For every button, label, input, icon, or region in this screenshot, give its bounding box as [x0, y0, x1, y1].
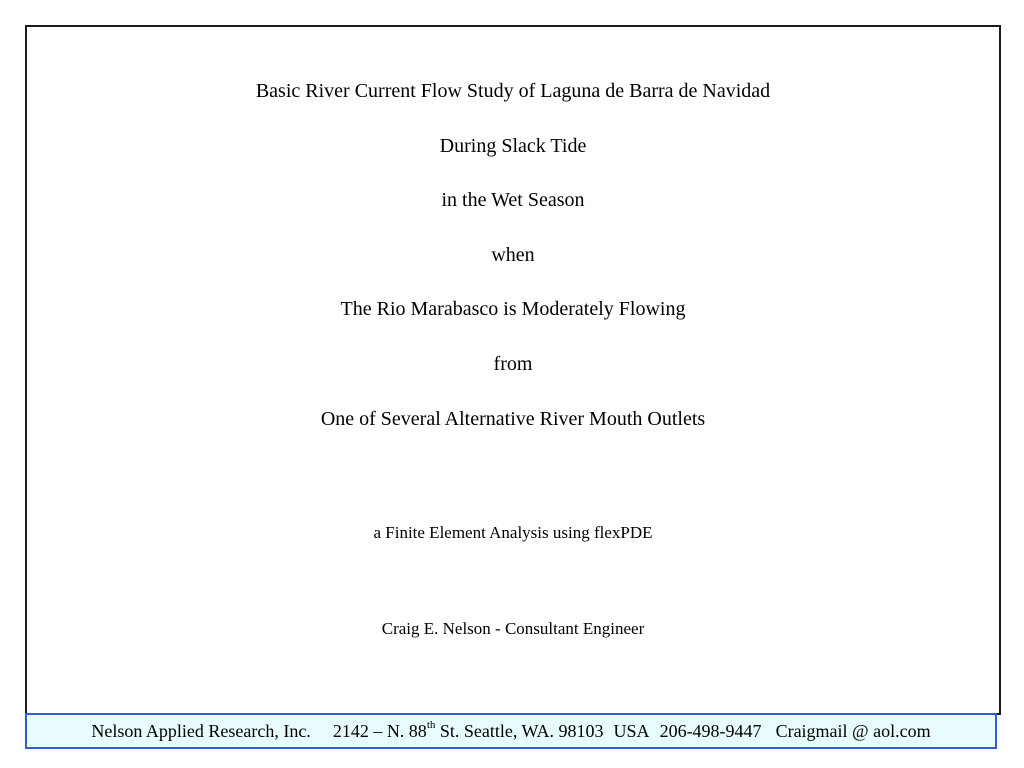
phone-number: 206-498-9447: [659, 721, 762, 741]
country: USA: [613, 721, 650, 741]
street-number: 2142 – N. 88: [332, 721, 427, 741]
title-line-7: One of Several Alternative River Mouth Outlets: [320, 408, 706, 430]
title-line-2: During Slack Tide: [439, 135, 587, 157]
title-line-5: The Rio Marabasco is Moderately Flowing: [340, 298, 686, 320]
email-address: Craigmail @ aol.com: [775, 721, 931, 741]
title-line-4: when: [491, 244, 535, 266]
slide-frame: [25, 25, 1001, 715]
subtitle: a Finite Element Analysis using flexPDE: [373, 523, 653, 542]
title-line-6: from: [493, 353, 533, 375]
street-suffix: th: [426, 719, 436, 731]
street-address: St. Seattle, WA. 98103: [439, 721, 604, 741]
contact-footer: [25, 713, 997, 749]
company-name: Nelson Applied Research, Inc.: [91, 721, 311, 741]
author-line: Craig E. Nelson - Consultant Engineer: [381, 619, 645, 638]
title-line-1: Basic River Current Flow Study of Laguna de Barra de Navidad: [255, 80, 771, 102]
title-line-3: in the Wet Season: [441, 189, 585, 211]
